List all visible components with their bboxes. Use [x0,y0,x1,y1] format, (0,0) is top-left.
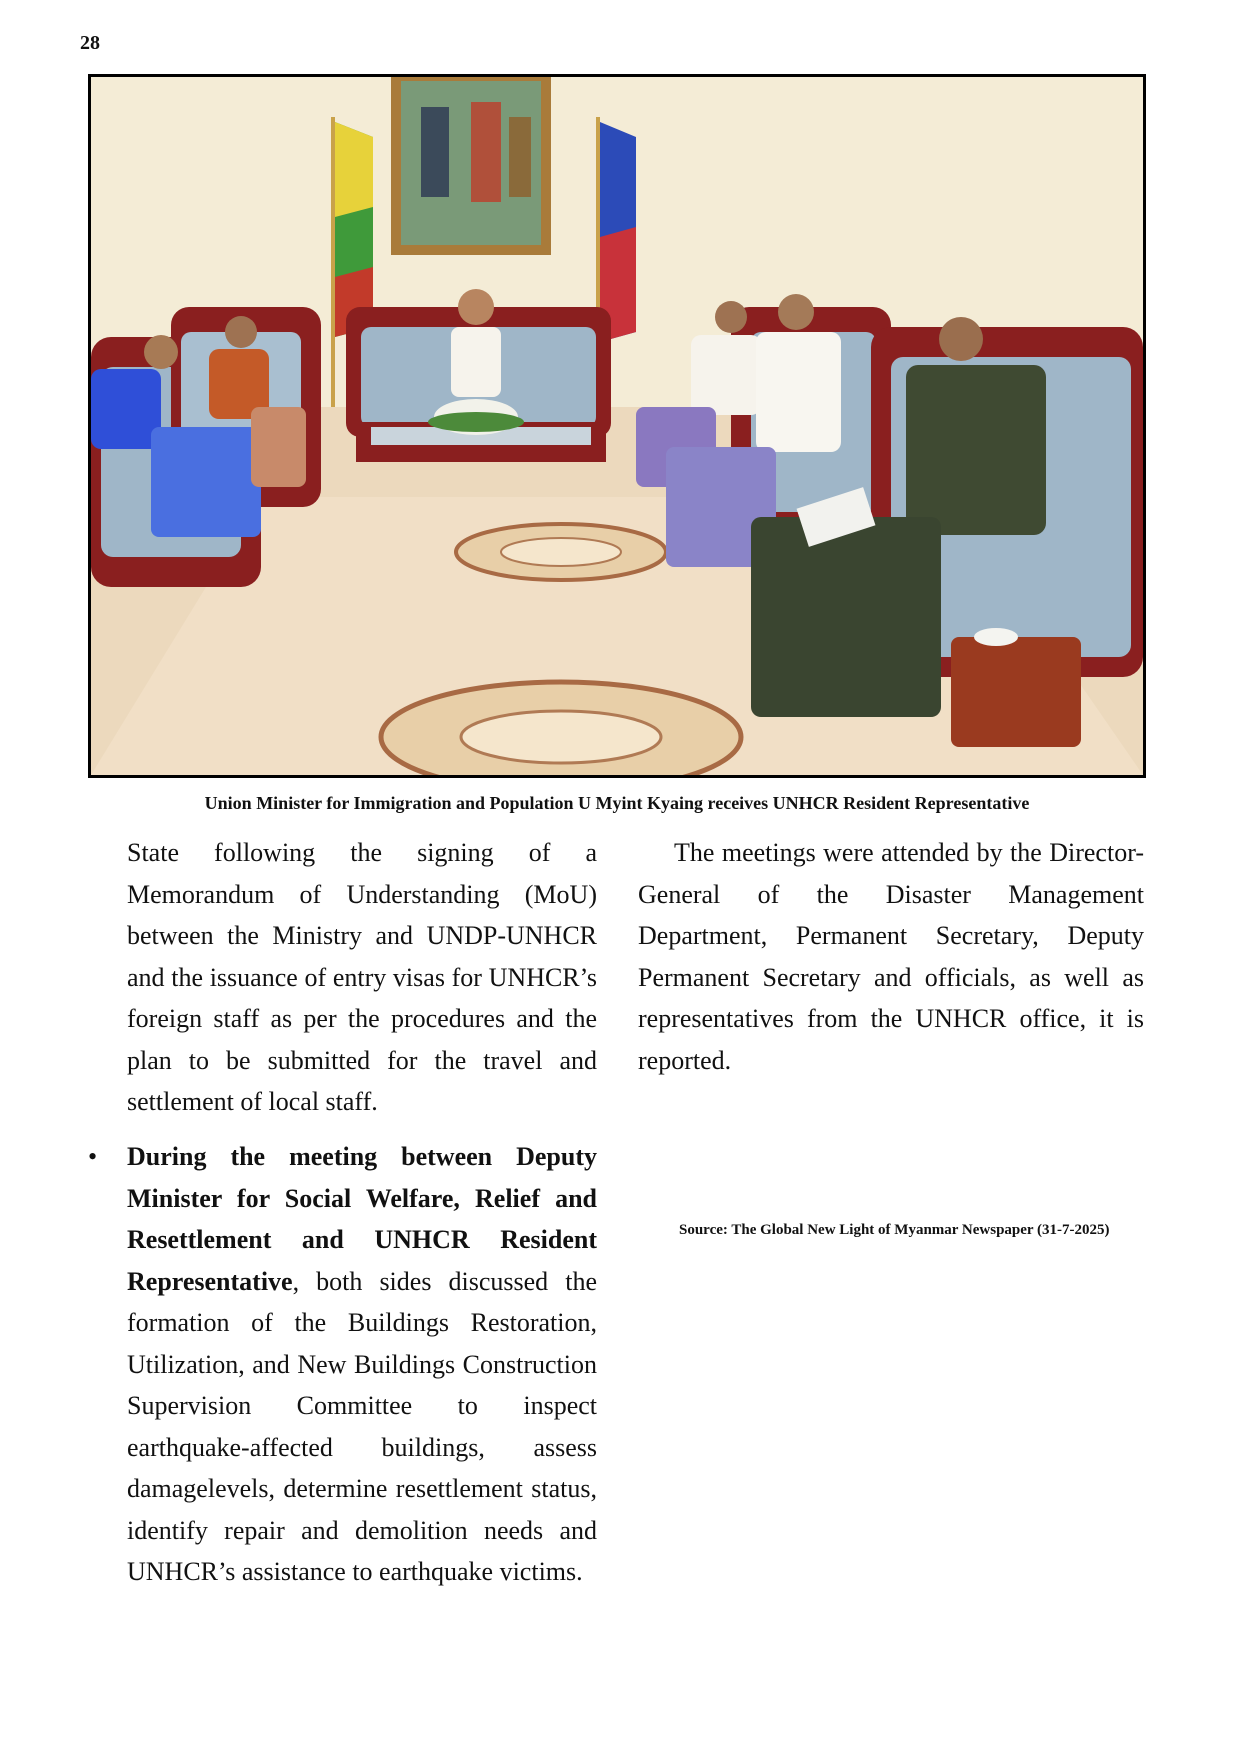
photo-caption: Union Minister for Immigration and Population U Myint Kyaing receives UNHCR Resident Representative [204,793,1030,813]
bullet-item [127,1136,597,1593]
left-paragraph: State following the signing of a Memorandum of Understanding (MoU) between the Ministry and UNDP-UNHCR and the issuance of entry visas for UNHCR’s foreign staff as per the procedures and the plan to be submitted for the travel and settlement of local staff. [127,838,597,1116]
bullet-marker: • [88,1142,98,1171]
left-column [127,832,597,1123]
right-column [638,832,1144,1081]
meeting-photo-illustration [91,77,1143,775]
right-paragraph: The meetings were attended by the Director-General of the Disaster Management Department, Permanent Secretary, Deputy Permanent Secretary and officials, as well as representatives from the UNHCR office, it is reported. [638,838,1144,1075]
source-credit: Source: The Global New Light of Myanmar Newspaper (31-7-2025) [679,1222,1110,1238]
page-number: 28 [80,32,100,54]
meeting-photo [88,74,1146,778]
bullet-rest: , both sides discussed the formation of the Buildings Restoration, Utilization, and New Buildings Construction Supervision Committee to inspect earthquake-affected buildings, assess damagelevels, determine resettlement status, identify repair and demolition needs and UNHCR’s assistance to earthquake victims. [127,1266,597,1586]
bullet-bold-lead: During the meeting between Deputy Minister for Social Welfare, Relief and Resettlement and UNHCR Resident Representative [127,1142,597,1296]
